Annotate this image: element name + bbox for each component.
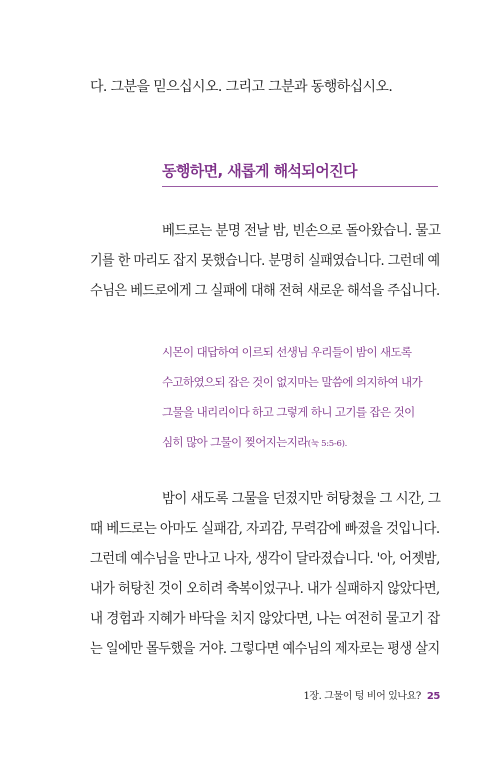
- paragraph-1-line: 베드로는 분명 전날 밤, 빈손으로 돌아왔습니. 물고: [162, 223, 441, 239]
- paragraph-2-line: 때 베드로는 아마도 실패감, 자괴감, 무력감에 빠졌을 것입니다.: [90, 521, 440, 537]
- paragraph-2-line: 내 경험과 지혜가 바닥을 치지 않았다면, 나는 여전히 물고기 잡: [90, 611, 440, 627]
- page-number: 25: [426, 691, 440, 702]
- paragraph-1-line: 기를 한 마리도 잡지 못했습니다. 분명히 실패였습니다. 그런데 예: [90, 253, 440, 269]
- scripture-line: 그물을 내리리이다 하고 그렇게 하니 고기를 잡은 것이: [162, 405, 415, 419]
- chapter-title: 1장. 그물이 텅 비어 있나요?: [303, 691, 421, 702]
- paragraph-2-line: 그런데 예수님을 만나고 나자, 생각이 달라졌습니다. '아, 어젯밤,: [90, 551, 440, 567]
- scripture-line: 시몬이 대답하여 이르되 선생님 우리들이 밤이 새도록: [162, 345, 412, 359]
- scripture-text: 심히 많아 그물이 찢어지는지라: [162, 435, 308, 449]
- scripture-line-last: [162, 434, 440, 452]
- scripture-line: 수고하였으되 잡은 것이 없지마는 말씀에 의지하여 내가: [162, 375, 423, 389]
- paragraph-2-line: 내가 허탕친 것이 오히려 축복이었구나. 내가 실패하지 않았다면,: [90, 581, 440, 597]
- page-footer: [260, 690, 440, 704]
- section-heading: 동행하면, 새롭게 해석되어진다: [162, 162, 357, 180]
- paragraph-1-line: 수님은 베드로에게 그 실패에 대해 전혀 새로운 해석을 주십니다.: [90, 283, 440, 299]
- paragraph-2-line: 는 일에만 몰두했을 거야. 그렇다면 예수님의 제자로는 평생 살지: [90, 641, 440, 657]
- paragraph-2-line: 밤이 새도록 그물을 던졌지만 허탕쳤을 그 시간, 그: [162, 491, 441, 507]
- scripture-reference: (눅 5:5-6).: [307, 439, 348, 449]
- heading-underline: [162, 186, 438, 187]
- opening-line: 다. 그분을 믿으십시오. 그리고 그분과 동행하십시오.: [90, 79, 393, 95]
